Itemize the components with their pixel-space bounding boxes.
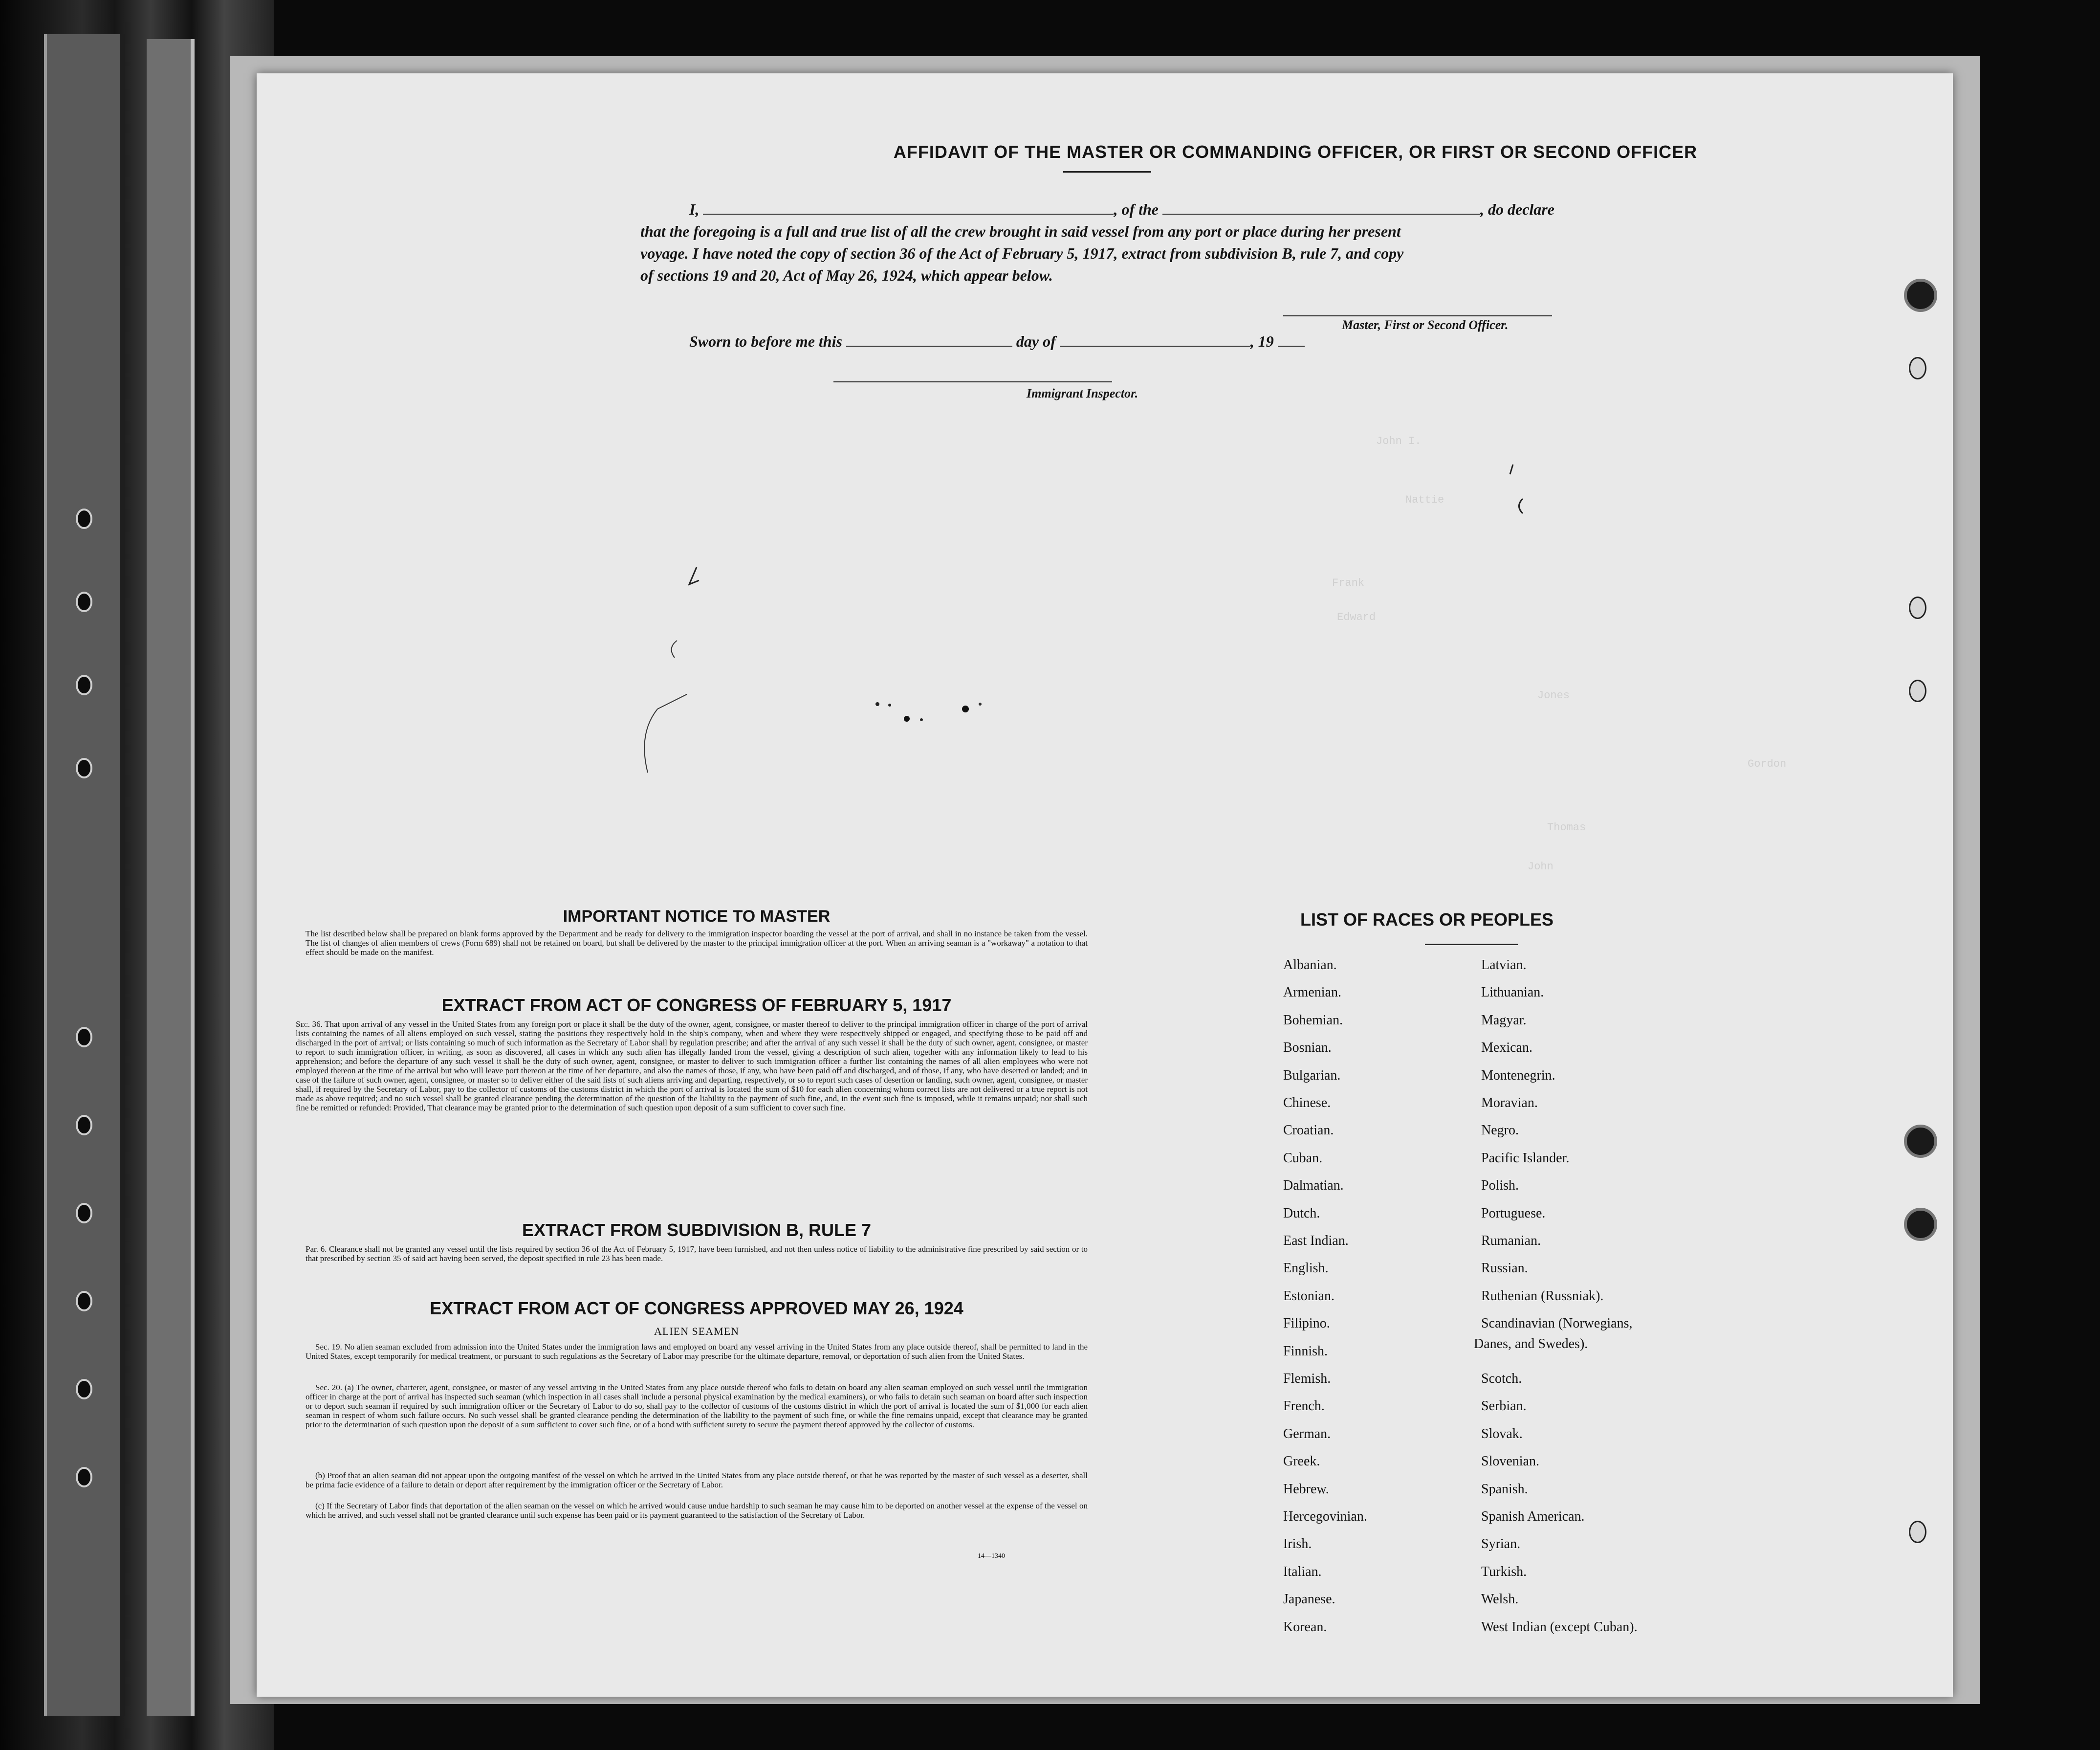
- notice-title: IMPORTANT NOTICE TO MASTER: [563, 907, 831, 926]
- race-item: Danes, and Swedes).: [1474, 1336, 1588, 1351]
- race-item: Rumanian.: [1481, 1233, 1541, 1248]
- race-item: Filipino.: [1283, 1316, 1330, 1331]
- race-item: Greek.: [1283, 1454, 1320, 1469]
- punch-hole: [1909, 357, 1926, 379]
- binder-hole: [76, 1115, 92, 1135]
- race-item: Polish.: [1481, 1178, 1519, 1194]
- punch-hole: [1909, 597, 1926, 619]
- race-item: Latvian.: [1481, 957, 1527, 973]
- affidavit-title: AFFIDAVIT OF THE MASTER OR COMMANDING OFFICER, OR FIRST OR SECOND OFFICER: [893, 142, 1698, 162]
- form-number: 14—1340: [978, 1552, 1005, 1560]
- race-item: Lithuanian.: [1481, 985, 1544, 1000]
- sec-19-text: Sec. 19. No alien seaman excluded from admission into the United States under the immigration laws and employed on board any vessel arriving in the United States from any place outside thereof, shall be permitted to land in the United States, except temporarily for medical treatment, or pursuant to such regulations as the Secretary of Labor may prescribe for the ultimate departure, removal, or deportation of such alien from the United States.: [306, 1342, 1088, 1361]
- binder-hole: [76, 592, 92, 612]
- sec-20a-text: Sec. 20. (a) The owner, charterer, agent, consignee, or master of any vessel arriving in the United States from any place outside thereof who fails to detain on board any alien seaman employed on such vessel until the immigration officer in charge at the port of arrival has inspected such seaman (which inspection in all cases shall include a personal physical examination by the medical examiners), or who fails to detain such seaman on board after such inspection or to deport such seaman if required by such immigration officer or the Secretary of Labor to do so, shall pay to the collector of customs of the customs district in which the port of arrival is located the sum of $1,000 for each alien seaman in respect of whom such failure occurs. No such vessel shall be granted clearance pending the determination of the liability to the payment of such fine, or while the fine remains unpaid, except that clearance may be granted prior to the determination of such question upon the deposit of a sum sufficient to cover such fine, or of a bond with sufficient surety to secure the payment thereof approved by the collector of customs.: [306, 1383, 1088, 1429]
- pen-marks: [1503, 460, 1532, 518]
- race-item: Korean.: [1283, 1619, 1327, 1635]
- race-item: Flemish.: [1283, 1371, 1331, 1386]
- document-page: John I. Nattie Frank Edward Jones Thomas John Gordon AFFIDAVIT OF THE MASTER OR COMMANDING OFFICER, OR FIRST OR SECOND OFFICER I, , of the , do declare that the foregoing is a full and true list of all the crew brought in said vessel from any port or place during her present voyage. I have noted the copy of section 36 of the Act of February 5, 1917, extract from subdivision B, rule 7, and copy of sections 19 and 20, Act of May 26, 1924, which appear below. Master, First or Second Officer. Sworn to before me this day of , 19 Immigrant Inspector. IMPORTANT NOTICE TO MASTER The list described below shall be prepared on blank forms approved by the Department and be ready for delivery to the immigration inspector boarding the vessel at the port of arrival, and shall in no instance be taken from the vessel. The list of changes of alien members of crews (Form 689) shall not be retained on board, but shall be delivered by the master to the principal immigration officer at the port. When an arriving seaman is a "workaway" a notation to that effect should be made on the manifest. EXTRACT FROM ACT OF CONGRESS OF FEBRUARY 5, 1917 Sec. 36. That upon arrival of any vessel in the United States from any foreign port or place it shall be the duty of the owner, agent, consignee, or master thereof to deliver to the principal immigration officer in charge of the port of arrival lists containing the names of all aliens employed on such vessel, stating the positions they respectively hold in the ship's company, when and where they were respectively shipped or engaged, and specifying those to be paid off and discharged in the port of arrival; or lists containing so much of such information as the Secretary of Labor shall by regulation prescribe; and after the arrival of any such vessel it shall be the duty of such owner, agent, consignee, or master to report to such immigration officer, in writing, as soon as discovered, all cases in which any such alien has illegally landed from the vessel, giving a description of such alien, together with any information likely to lead to his apprehension; and before the departure of any such vessel it shall be the duty of such owner, agent, consignee, or master to deliver to such immigration officer a further list containing the names of all alien employees who were not employed thereon at the time of the arrival but who will leave port thereon at the time of her departure, and also the names of those, if any, who have been paid off and discharged, and of those, if any, who have deserted or landed; and in case of the failure of such owner, agent, consignee, or master so to deliver either of the said lists of such aliens arriving and departing, respectively, or so to report such cases of desertion or landing, such owner, agent, consignee, or master shall, if required by the Secretary of Labor, pay to the collector of customs of the customs district in which the port of arrival is located the sum of $10 for each alien concerning whom correct lists are not delivered or a true report is not made as above required; and no such vessel shall be granted clearance pending the determination of the question of the liability to the payment of such fine, and, in the event such fine is imposed, while it remains unpaid; nor shall such fine be remitted or refunded: Provided, That clearance may be granted prior to the determination of such question upon deposit of a sum sufficient to cover such fine. EXTRACT FROM SUBDIVISION B, RULE 7 Par. 6. Clearance shall not be granted any vessel until the lists required by section 36 of the Act of February 5, 1917, have been furnished, and not then unless notice of liability to the administrative fine prescribed by said section or to that prescribed by section 35 of said act having been served, the deposit specified in rule 23 has been made. EXTRACT FROM ACT OF CONGRESS APPROVED MAY 26, 1924 ALIEN SEAMEN Sec. 19. No alien seaman excluded from admission into the United States under the immigration laws and employed on board any vessel arriving in the United States from any place outside thereof, shall be permitted to land in the United States, except temporarily for medical treatment, or pursuant to such regulations as the Secretary of Labor may prescribe for the ultimate departure, removal, or deportation of such alien from the United States. Sec. 20. (a) The owner, charterer, agent, consignee, or master of any vessel arriving in the United States from any place outside thereof who fails to detain on board any alien seaman employed on such vessel until the immigration officer in charge at the port of arrival has inspected such seaman (which inspection in all cases shall include a personal physical examination by the medical examiners), or who fails to detain such seaman on board after such inspection or to deport such seaman if required by such immigration officer or the Secretary of Labor to do so, shall pay to the collector of customs of the customs district in which the port of arrival is located the sum of $1,000 for each alien seaman in respect of whom such failure occurs. No such vessel shall be granted clearance pending the determination of the liability to the payment of such fine, or while the fine remains unpaid, except that clearance may be granted prior to the determination of such question upon the deposit of a sum sufficient to cover such fine, or of a bond with sufficient surety to secure the payment thereof approved by the collector of customs. (b) Proof that an alien seaman did not appear upon the outgoing manifest of the vessel on which he arrived in the United States from any place outside thereof, or that he was reported by the master of such vessel as a deserter, shall be prima facie evidence of a failure to detain or deport after requirement by the immigration officer or the Secretary of Labor. (c) If the Secretary of Labor finds that deportation of the alien seaman on the vessel on which he arrived would cause undue hardship to such seaman he may cause him to be deported on another vessel at the expense of the vessel on which he arrived, and such vessel shall not be granted clearance until such expense has been paid or its payment guaranteed to the satisfaction of the Secretary of Labor. 14—1340 LIST OF RACES OR PEOPLES Danes, and Swedes). Albanian. Armenian. Bohemian. Bosnian. Bulgarian. Chinese. Croatian. Cuban. Dalmatian. Dutch. East Indian. English. Estonian. Filipino. Finnish. Flemish. French. German. Greek. Hebrew. Hercegovinian. Irish. Italian. Japanese. Korean. Latvian. Lithuanian. Magyar. Mexican. Montenegrin. Moravian. Negro. Pacific Islander. Polish. Portuguese. Rumanian. Russian. Ruthenian (Russniak). Scandinavian (Norwegians, Scotch. Serbian. Slovak. Slovenian. Spanish. Spanish American. Syrian. Turkish. Welsh. West Indian (except Cuban).: [257, 73, 1953, 1697]
- binder-hole: [76, 1379, 92, 1399]
- inspector-signature-line[interactable]: [833, 381, 1112, 382]
- binder-hole: [76, 1203, 92, 1223]
- sworn-month-blank[interactable]: [1060, 333, 1250, 347]
- race-item: East Indian.: [1283, 1233, 1349, 1248]
- binder-hole: [76, 509, 92, 529]
- affidavit-line4: of sections 19 and 20, Act of May 26, 1924, which appear below.: [640, 266, 1053, 284]
- race-item: Moravian.: [1481, 1095, 1538, 1110]
- extract-rule7-title: EXTRACT FROM SUBDIVISION B, RULE 7: [522, 1220, 872, 1240]
- grommet: [1904, 1125, 1937, 1158]
- race-item: Croatian.: [1283, 1123, 1334, 1138]
- sec-36-text: That upon arrival of any vessel in the United States from any foreign port or place it shall be the duty of the owner, agent, consignee, or master thereof to deliver to the principal immigration officer in charge of the port of arrival lists containing the names of all aliens employed on such vessel, stating the positions they respectively hold in the ship's company, when and where they were respectively shipped or engaged, and specifying those to be paid off and discharged in the port of arrival; or lists containing so much of such information as the Secretary of Labor shall by regulation prescribe; and after the arrival of any such vessel it shall be the duty of such owner, agent, consignee, or master to report to such immigration officer, in writing, as soon as discovered, all cases in which any such alien has illegally landed from the vessel, giving a description of such alien, together with any information likely to lead to his apprehension; and before the departure of any such vessel it shall be the duty of such owner, agent, consignee, or master to deliver to such immigration officer a further list containing the names of all alien employees who were not employed thereon at the time of the arrival but who will leave port thereon at the time of her departure, and also the names of those, if any, who have been paid off and discharged, and of those, if any, who have deserted or landed; and in case of the failure of such owner, agent, consignee, or master so to deliver either of the said lists of such aliens arriving and departing, respectively, or so to report such cases of desertion or landing, such owner, agent, consignee, or master shall, if required by the Secretary of Labor, pay to the collector of customs of the customs district in which the port of arrival is located the sum of $10 for each alien concerning whom correct lists are not delivered or a true report is not made as above required; and no such vessel shall be granted clearance pending the determination of the question of the liability to the payment of such fine, and, in the event such fine is imposed, while it remains unpaid; nor shall such fine be remitted or refunded: Provided, That clearance may be granted prior to the determination of such question upon deposit of a sum sufficient to cover such fine.: [296, 1019, 1088, 1112]
- race-item: Finnish.: [1283, 1343, 1328, 1359]
- grommet: [1904, 1208, 1937, 1241]
- day-of-label: day of: [1016, 332, 1056, 350]
- binder-hole: [76, 758, 92, 778]
- affidavit-line1-b: , of the: [1114, 200, 1159, 218]
- sec-20c-text: (c) If the Secretary of Labor finds that deportation of the alien seaman on the vessel on which he arrived would cause undue hardship to such seaman he may cause him to be deported on another vessel at the expense of the vessel on which he arrived, and such vessel shall not be granted clearance until such expense has been paid or its payment guaranteed to the satisfaction of the Secretary of Labor.: [306, 1501, 1088, 1520]
- race-item: German.: [1283, 1426, 1331, 1441]
- race-item: French.: [1283, 1398, 1325, 1414]
- extract-1924-title: EXTRACT FROM ACT OF CONGRESS APPROVED MAY 26, 1924: [430, 1298, 963, 1318]
- race-item: Albanian.: [1283, 957, 1337, 973]
- signature-line[interactable]: [1283, 315, 1552, 316]
- race-item: Russian.: [1481, 1261, 1528, 1276]
- sec-20b-text: (b) Proof that an alien seaman did not appear upon the outgoing manifest of the vessel on which he arrived in the United States from any place outside thereof, or that he was reported by the master of such vessel as a deserter, shall be prima facie evidence of a failure to detain or deport after requirement by the immigration officer or the Secretary of Labor.: [306, 1471, 1088, 1489]
- race-item: Mexican.: [1481, 1040, 1532, 1056]
- extract-1917-title: EXTRACT FROM ACT OF CONGRESS OF FEBRUARY 5, 1917: [441, 995, 952, 1015]
- race-item: Montenegrin.: [1481, 1067, 1555, 1083]
- race-item: Bohemian.: [1283, 1012, 1343, 1028]
- race-item: Scotch.: [1481, 1371, 1522, 1386]
- binder-hole: [76, 1291, 92, 1311]
- race-item: Slovak.: [1481, 1426, 1523, 1441]
- race-item: Syrian.: [1481, 1536, 1521, 1552]
- binder-strip: [44, 34, 125, 1716]
- race-item: Italian.: [1283, 1564, 1322, 1579]
- race-item: Japanese.: [1283, 1592, 1335, 1607]
- punch-hole: [1909, 680, 1926, 702]
- divider: [1063, 171, 1151, 173]
- binder-strip-inner: [147, 39, 195, 1716]
- race-item: Scandinavian (Norwegians,: [1481, 1316, 1633, 1331]
- affidavit-line1-a: I,: [689, 200, 700, 218]
- affidavit-line2: that the foregoing is a full and true list of all the crew brought in said vessel from any port or place during her present: [640, 222, 1401, 240]
- race-item: Portuguese.: [1481, 1205, 1546, 1221]
- race-item: Bosnian.: [1283, 1040, 1332, 1056]
- grommet: [1904, 279, 1937, 312]
- punch-hole: [1909, 1521, 1926, 1543]
- alien-seamen-subtitle: ALIEN SEAMEN: [654, 1325, 739, 1337]
- race-item: Armenian.: [1283, 985, 1341, 1000]
- sworn-day-blank[interactable]: [846, 333, 1012, 347]
- race-item: Estonian.: [1283, 1288, 1334, 1304]
- race-item: Dutch.: [1283, 1205, 1320, 1221]
- race-item: Cuban.: [1283, 1150, 1323, 1166]
- race-item: Irish.: [1283, 1536, 1312, 1552]
- ink-blots: [868, 694, 995, 733]
- race-item: West Indian (except Cuban).: [1481, 1619, 1638, 1635]
- race-item: Spanish American.: [1481, 1509, 1585, 1524]
- inspector-label: Immigrant Inspector.: [1027, 386, 1138, 400]
- sworn-label: Sworn to before me this: [689, 332, 842, 350]
- race-item: Turkish.: [1481, 1564, 1527, 1579]
- races-title: LIST OF RACES OR PEOPLES: [1300, 909, 1554, 930]
- affidavit-line1-c: , do declare: [1480, 200, 1554, 218]
- race-item: Ruthenian (Russniak).: [1481, 1288, 1604, 1304]
- extract-rule7-text: Par. 6. Clearance shall not be granted any vessel until the lists required by section 36 of the Act of February 5, 1917, have been furnished, and not then unless notice of liability to the administrative fine prescribed by said section or to that prescribed by section 35 of said act having been served, the deposit specified in rule 23 has been made.: [306, 1244, 1088, 1263]
- race-item: Spanish.: [1481, 1481, 1528, 1497]
- vessel-blank[interactable]: [1162, 201, 1480, 215]
- race-item: English.: [1283, 1261, 1329, 1276]
- race-item: Serbian.: [1481, 1398, 1527, 1414]
- race-item: Welsh.: [1481, 1592, 1519, 1607]
- name-blank[interactable]: [703, 201, 1114, 215]
- extract-1917-body: [296, 1019, 1088, 1112]
- race-item: Negro.: [1481, 1123, 1519, 1138]
- race-item: Dalmatian.: [1283, 1178, 1344, 1194]
- divider: [1425, 944, 1518, 945]
- master-label: Master, First or Second Officer.: [1342, 318, 1509, 332]
- sec-36-label: Sec. 36.: [296, 1019, 323, 1029]
- race-item: Chinese.: [1283, 1095, 1331, 1110]
- race-item: Hebrew.: [1283, 1481, 1329, 1497]
- year-label: , 19: [1250, 332, 1274, 350]
- binder-hole: [76, 1027, 92, 1047]
- race-item: Pacific Islander.: [1481, 1150, 1570, 1166]
- pen-marks: [599, 562, 721, 797]
- race-item: Hercegovinian.: [1283, 1509, 1367, 1524]
- binder-hole: [76, 1467, 92, 1487]
- binder-hole: [76, 675, 92, 695]
- race-item: Slovenian.: [1481, 1454, 1539, 1469]
- race-item: Bulgarian.: [1283, 1067, 1341, 1083]
- sworn-year-blank[interactable]: [1278, 333, 1305, 347]
- affidavit-line3: voyage. I have noted the copy of section 36 of the Act of February 5, 1917, extract from subdivision B, rule 7, and copy: [640, 244, 1404, 262]
- race-item: Magyar.: [1481, 1012, 1527, 1028]
- notice-text: The list described below shall be prepared on blank forms approved by the Department and be ready for delivery to the immigration inspector boarding the vessel at the port of arrival, and shall in no instance be taken from the vessel. The list of changes of alien members of crews (Form 689) shall not be retained on board, but shall be delivered by the master to the principal immigration officer at the port. When an arriving seaman is a "workaway" a notation to that effect should be made on the manifest.: [306, 929, 1088, 957]
